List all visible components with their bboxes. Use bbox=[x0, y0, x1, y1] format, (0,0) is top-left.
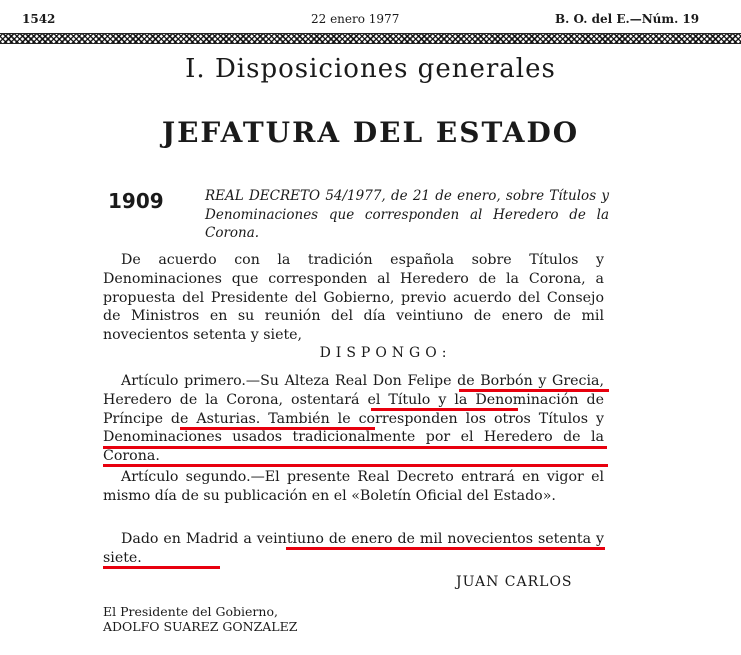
underline-date bbox=[286, 547, 605, 550]
countersign-role: El Presidente del Gobierno, bbox=[103, 604, 278, 619]
entry-number: 1909 bbox=[108, 189, 164, 213]
underline-felipe bbox=[459, 389, 609, 392]
underline-usados bbox=[103, 464, 608, 467]
underline-tambien bbox=[103, 446, 607, 449]
royal-signature: JUAN CARLOS bbox=[456, 574, 573, 590]
dispongo-heading: DISPONGO: bbox=[319, 345, 452, 361]
page-number: 1542 bbox=[22, 12, 56, 26]
closing-paragraph: Dado en Madrid a veintiuno de enero de mil novecientos setenta y siete. bbox=[103, 531, 604, 566]
article-1-paragraph: Artículo primero.—Su Alteza Real Don Felipe de Borbón y Grecia, Heredero de la Corona, ostentará el Título y la Denominación de Príncipe de Asturias. También le corresponden los otros Títulos y Denominaciones usados tradicionalmente por el Heredero de la Corona. bbox=[103, 373, 604, 465]
underline-principe bbox=[180, 427, 375, 430]
countersignature bbox=[103, 604, 297, 634]
decorative-band bbox=[0, 33, 741, 44]
countersign-name: ADOLFO SUAREZ GONZALEZ bbox=[103, 619, 298, 634]
decree-title: REAL DECRETO 54/1977, de 21 de enero, sobre Títulos y Denominaciones que corresponden al Heredero de la Corona. bbox=[205, 188, 609, 241]
underline-date-end bbox=[103, 566, 220, 569]
section-title: I. Disposiciones generales bbox=[185, 54, 556, 84]
publication-label: B. O. del E.—Núm. 19 bbox=[555, 12, 700, 26]
underline-titulo bbox=[371, 408, 518, 411]
preamble-paragraph: De acuerdo con la tradición española sobre Títulos y Denominaciones que corresponden al Heredero de la Corona, a propuesta del Presidente del Gobierno, previo acuerdo del Consejo de Ministros en su reunión del día veintiuno de enero de mil novecientos setenta y siete, bbox=[103, 252, 604, 344]
article-2-paragraph: Artículo segundo.—El presente Real Decreto entrará en vigor el mismo día de su publicación en el «Boletín Oficial del Estado». bbox=[103, 469, 604, 504]
department-heading: JEFATURA DEL ESTADO bbox=[161, 116, 580, 149]
issue-date: 22 enero 1977 bbox=[311, 12, 400, 26]
